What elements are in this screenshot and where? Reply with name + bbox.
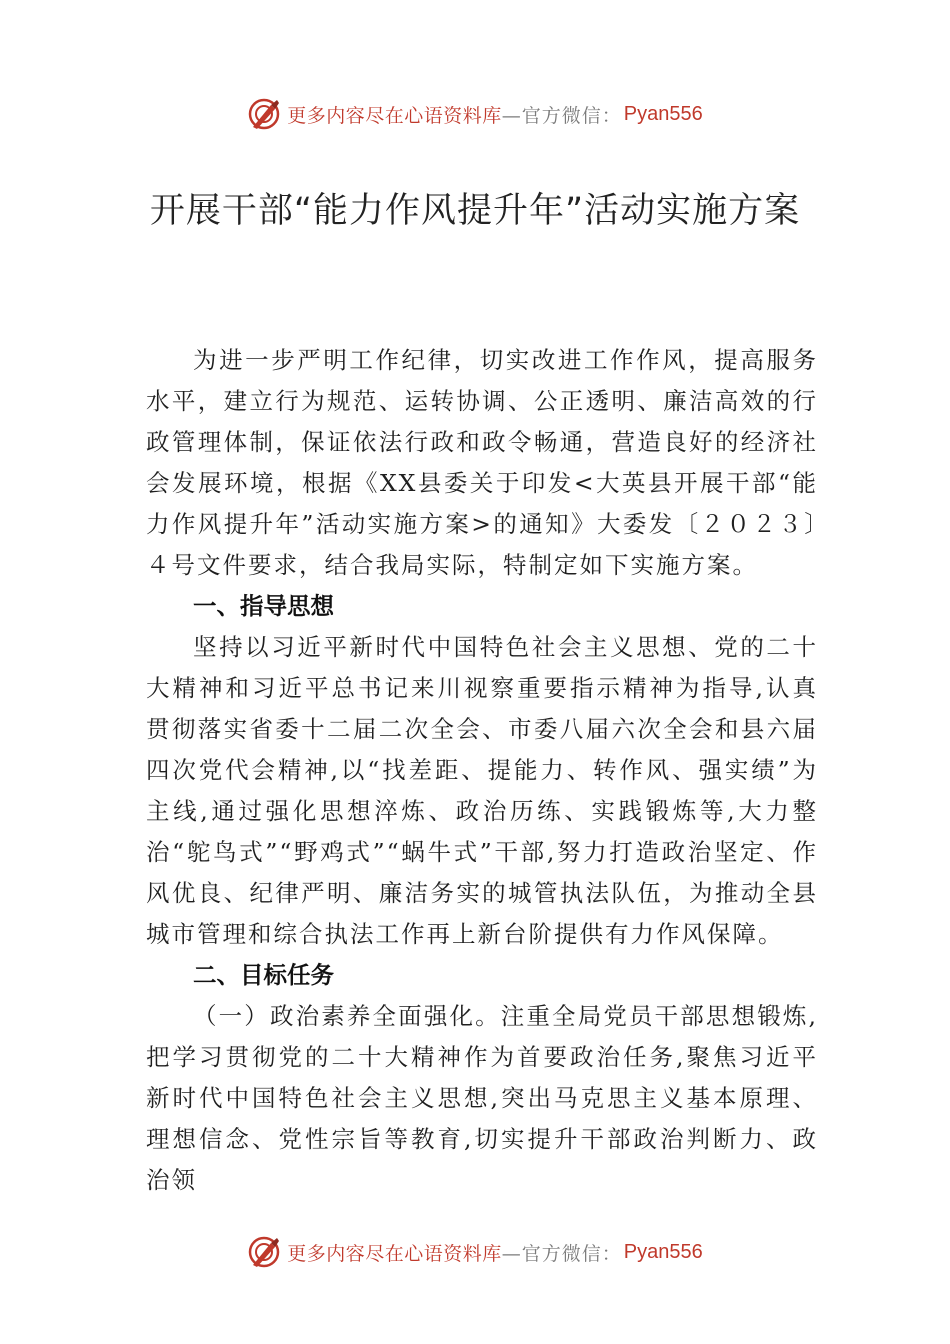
watermark-banner-top: [0, 94, 950, 134]
document-body: [146, 340, 818, 1201]
watermark-banner-bottom: [0, 1232, 950, 1272]
watermark-subtext: —官方微信：: [501, 104, 622, 127]
watermark-subtext: —官方微信：: [501, 1242, 622, 1265]
section-heading-guiding-thought: 一、指导思想: [193, 592, 334, 620]
guiding-thought-paragraph: 坚持以习近平新时代中国特色社会主义思想、党的二十大精神和习近平总书记来川视察重要指示精神为指导,认真贯彻落实省委十二届二次全会、市委八届六次全会和县六届四次党代会精神,以“找差距、提能力、转作风、强实绩”为主线,通过强化思想淬炼、政治历练、实践锻炼等,大力整治“鸵鸟式”“野鸡式”“蜗牛式”干部,努力打造政治坚定、作风优良、纪律严明、廉洁务实的城管执法队伍，为推动全县城市管理和综合执法工作再上新台阶提供有力作风保障。: [146, 633, 818, 948]
intro-paragraph: 为进一步严明工作纪律，切实改进工作作风，提高服务水平，建立行为规范、运转协调、公正透明、廉洁高效的行政管理体制，保证依法行政和政令畅通，营造良好的经济社会发展环境，根据《XX县委关于印发<大英县开展干部“能力作风提升年”活动实施方案>的通知》大委发〔２０２３〕４号文件要求，结合我局实际，特制定如下实施方案。: [146, 346, 818, 579]
watermark-wechat-id: Pyan556: [623, 1240, 703, 1263]
document-title: 开展干部“能力作风提升年”活动实施方案: [149, 191, 801, 231]
goals-item-1-paragraph: （一）政治素养全面强化。注重全局党员干部思想锻炼,把学习贯彻党的二十大精神作为首要政治任务,聚焦习近平新时代中国特色社会主义思想,突出马克思主义基本原理、理想信念、党性宗旨等教育,切实提升干部政治判断力、政治领: [146, 1002, 818, 1194]
watermark-text: 更多内容尽在心语资料库: [287, 1242, 502, 1265]
pen-logo-icon: [247, 97, 281, 131]
pen-logo-icon: [247, 1235, 281, 1269]
watermark-text: 更多内容尽在心语资料库: [287, 104, 502, 127]
section-heading-goals: 二、目标任务: [193, 961, 334, 989]
watermark-wechat-id: Pyan556: [623, 102, 703, 125]
